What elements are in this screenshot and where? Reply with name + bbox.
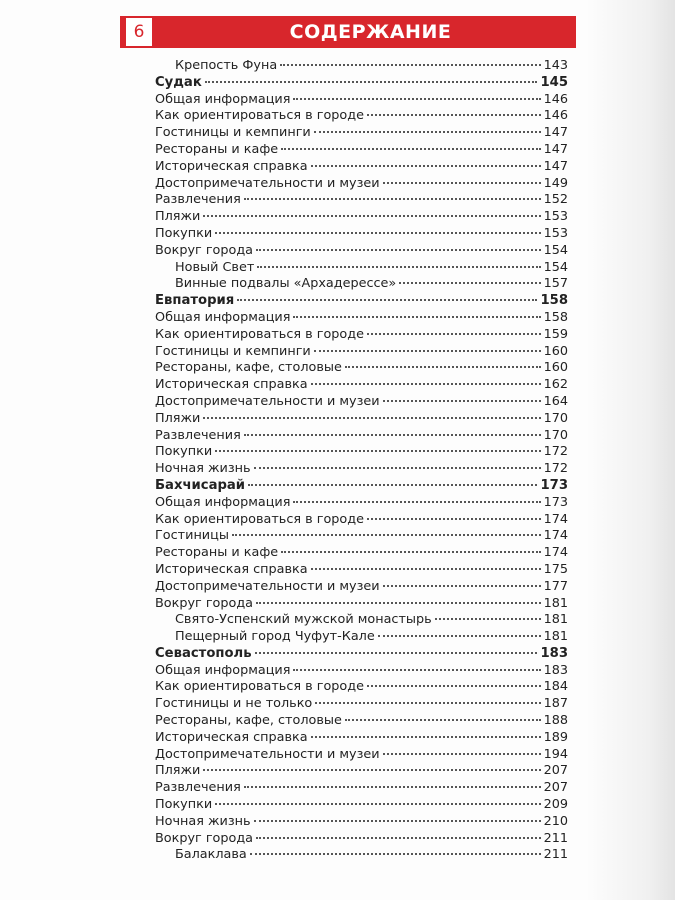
toc-page-number: 146 xyxy=(543,108,568,124)
toc-row xyxy=(155,713,568,730)
toc-row xyxy=(155,444,568,461)
toc-row xyxy=(155,209,568,226)
dot-leader xyxy=(256,837,541,839)
toc-row xyxy=(155,226,568,243)
toc-entry-title: Крепость Фуна xyxy=(175,58,278,73)
toc-row xyxy=(155,730,568,747)
dot-leader xyxy=(215,232,540,234)
toc-page-number: 173 xyxy=(540,477,568,493)
toc-page-number: 154 xyxy=(543,242,568,258)
toc-row xyxy=(155,679,568,696)
toc-page-number: 153 xyxy=(543,209,568,225)
toc-row xyxy=(155,847,568,864)
toc-entry-title: Пещерный город Чуфут-Кале xyxy=(175,629,375,645)
toc-entry-title: Как ориентироваться в городе xyxy=(155,108,364,124)
toc-row xyxy=(155,780,568,797)
dot-leader xyxy=(244,198,541,200)
toc-row xyxy=(155,192,568,209)
toc-entry-title: Общая информация xyxy=(155,662,291,678)
toc-page-number: 143 xyxy=(543,58,568,73)
toc-page-number: 184 xyxy=(543,679,568,695)
toc-entry-title: Историческая справка xyxy=(155,158,308,174)
dot-leader xyxy=(311,736,541,738)
toc-page-number: 210 xyxy=(543,813,568,829)
dot-leader xyxy=(367,685,541,687)
toc-row xyxy=(155,260,568,277)
toc-page-number: 175 xyxy=(543,561,568,577)
toc-row xyxy=(155,663,568,680)
dot-leader xyxy=(203,769,540,771)
toc-entry-title: Евпатория xyxy=(155,293,235,309)
toc-page-number: 170 xyxy=(543,427,568,443)
toc-row xyxy=(155,797,568,814)
toc-page-number: 211 xyxy=(543,830,568,846)
page-title: СОДЕРЖАНИЕ xyxy=(289,21,452,43)
dot-leader xyxy=(383,182,541,184)
dot-leader xyxy=(293,316,540,318)
toc-page-number: 147 xyxy=(543,158,568,174)
toc-page-number: 152 xyxy=(543,192,568,208)
dot-leader xyxy=(237,299,537,301)
dot-leader xyxy=(345,719,541,721)
page-number: 6 xyxy=(126,18,152,46)
toc-page-number: 172 xyxy=(543,461,568,477)
toc-entry-title: Севастополь xyxy=(155,645,252,661)
dot-leader xyxy=(281,551,540,553)
toc-page-number: 177 xyxy=(543,578,568,594)
dot-leader xyxy=(367,518,541,520)
toc-page-number: 147 xyxy=(543,141,568,157)
toc-section-row xyxy=(155,293,568,310)
toc-entry-title: Гостиницы и не только xyxy=(155,696,313,712)
toc-page-number: 183 xyxy=(540,645,568,661)
toc-page-number: 147 xyxy=(543,125,568,141)
dot-leader xyxy=(383,400,541,402)
toc-entry-title: Развлечения xyxy=(155,427,241,443)
dot-leader xyxy=(232,534,541,536)
toc-row xyxy=(155,831,568,848)
toc-page-number: 170 xyxy=(543,410,568,426)
toc-row xyxy=(155,629,568,646)
dot-leader xyxy=(254,820,541,822)
dot-leader xyxy=(383,753,541,755)
toc-row xyxy=(155,545,568,562)
toc-row xyxy=(155,125,568,142)
toc-row xyxy=(155,763,568,780)
toc-entry-title: Историческая справка xyxy=(155,729,308,745)
dot-leader xyxy=(215,803,540,805)
dot-leader xyxy=(435,618,541,620)
toc-page-number: 174 xyxy=(543,528,568,544)
toc-entry-title: Винные подвалы «Архадерессе» xyxy=(175,276,397,292)
toc-row xyxy=(155,58,568,75)
toc-entry-title: Пляжи xyxy=(155,410,201,426)
toc-row xyxy=(155,512,568,529)
toc-row xyxy=(155,411,568,428)
toc-entry-title: Как ориентироваться в городе xyxy=(155,326,364,342)
toc-row xyxy=(155,176,568,193)
toc-entry-title: Как ориентироваться в городе xyxy=(155,511,364,527)
toc-row xyxy=(155,596,568,613)
toc-entry-title: Рестораны, кафе, столовые xyxy=(155,360,342,376)
toc-entry-title: Общая информация xyxy=(155,91,291,107)
toc-page-number: 174 xyxy=(543,545,568,561)
toc-page-number: 160 xyxy=(543,343,568,359)
toc-row xyxy=(155,579,568,596)
toc-row xyxy=(155,562,568,579)
dot-leader xyxy=(383,585,541,587)
dot-leader xyxy=(215,450,540,452)
toc-row xyxy=(155,344,568,361)
toc-entry-title: Достопримечательности и музеи xyxy=(155,393,380,409)
toc-page-number: 181 xyxy=(543,595,568,611)
toc-entry-title: Как ориентироваться в городе xyxy=(155,679,364,695)
toc-section-row xyxy=(155,478,568,495)
toc-entry-title: Достопримечательности и музеи xyxy=(155,175,380,191)
toc-entry-title: Пляжи xyxy=(155,763,201,779)
toc-entry-title: Гостиницы и кемпинги xyxy=(155,125,311,141)
toc-row xyxy=(155,814,568,831)
toc-page-number: 154 xyxy=(543,259,568,275)
toc-entry-title: Судак xyxy=(155,74,202,90)
toc-row xyxy=(155,612,568,629)
toc-row xyxy=(155,528,568,545)
toc-page-number: 174 xyxy=(543,511,568,527)
dot-leader xyxy=(205,81,538,83)
toc-entry-title: Гостиницы и кемпинги xyxy=(155,343,311,359)
dot-leader xyxy=(399,282,540,284)
toc-row xyxy=(155,377,568,394)
toc-entry-title: Бахчисарай xyxy=(155,477,246,493)
dot-leader xyxy=(345,366,541,368)
toc-row xyxy=(155,142,568,159)
page-gutter-shadow xyxy=(585,0,675,900)
toc-page-number: 209 xyxy=(543,797,568,813)
toc-entry-title: Достопримечательности и музеи xyxy=(155,746,380,762)
dot-leader xyxy=(378,635,541,637)
toc-section-row xyxy=(155,75,568,92)
toc-row xyxy=(155,159,568,176)
toc-page-number: 183 xyxy=(543,662,568,678)
table-of-contents xyxy=(155,58,568,864)
dot-leader xyxy=(367,333,541,335)
toc-entry-title: Вокруг города xyxy=(155,242,254,258)
toc-page-number: 157 xyxy=(543,276,568,292)
toc-entry-title: Гостиницы xyxy=(155,528,229,544)
toc-entry-title: Рестораны, кафе, столовые xyxy=(155,713,342,729)
toc-row xyxy=(155,696,568,713)
toc-page-number: 160 xyxy=(543,360,568,376)
toc-section-row xyxy=(155,646,568,663)
toc-row xyxy=(155,428,568,445)
toc-entry-title: Историческая справка xyxy=(155,377,308,393)
dot-leader xyxy=(203,215,540,217)
toc-row xyxy=(155,360,568,377)
toc-page-number: 207 xyxy=(543,780,568,796)
toc-page-number: 158 xyxy=(540,293,568,309)
toc-page-number: 211 xyxy=(543,847,568,863)
toc-page-number: 173 xyxy=(543,494,568,510)
dot-leader xyxy=(293,669,540,671)
dot-leader xyxy=(311,383,541,385)
dot-leader xyxy=(293,501,540,503)
toc-page-number: 158 xyxy=(543,309,568,325)
toc-page-number: 207 xyxy=(543,763,568,779)
toc-page-number: 172 xyxy=(543,444,568,460)
dot-leader xyxy=(293,98,540,100)
dot-leader xyxy=(256,249,541,251)
toc-page-number: 181 xyxy=(543,629,568,645)
toc-row xyxy=(155,92,568,109)
toc-row xyxy=(155,243,568,260)
toc-entry-title: Рестораны и кафе xyxy=(155,545,279,561)
dot-leader xyxy=(248,484,537,486)
toc-page-number: 187 xyxy=(543,696,568,712)
toc-row xyxy=(155,108,568,125)
toc-page-number: 181 xyxy=(543,612,568,628)
toc-entry-title: Ночная жизнь xyxy=(155,813,251,829)
dot-leader xyxy=(244,786,541,788)
toc-page-number: 189 xyxy=(543,729,568,745)
toc-entry-title: Пляжи xyxy=(155,209,201,225)
toc-entry-title: Покупки xyxy=(155,444,213,460)
toc-entry-title: Общая информация xyxy=(155,309,291,325)
dot-leader xyxy=(314,131,541,133)
dot-leader xyxy=(311,165,541,167)
toc-row xyxy=(155,327,568,344)
dot-leader xyxy=(367,114,541,116)
toc-entry-title: Новый Свет xyxy=(175,259,255,275)
toc-page-number: 153 xyxy=(543,225,568,241)
dot-leader xyxy=(244,434,541,436)
toc-row xyxy=(155,276,568,293)
toc-entry-title: Вокруг города xyxy=(155,830,254,846)
dot-leader xyxy=(281,148,540,150)
dot-leader xyxy=(255,652,538,654)
toc-page-number: 164 xyxy=(543,393,568,409)
dot-leader xyxy=(203,417,540,419)
toc-entry-title: Общая информация xyxy=(155,494,291,510)
dot-leader xyxy=(311,568,541,570)
dot-leader xyxy=(315,702,540,704)
toc-page-number: 188 xyxy=(543,713,568,729)
toc-entry-title: Балаклава xyxy=(175,847,247,863)
toc-entry-title: Достопримечательности и музеи xyxy=(155,578,380,594)
toc-entry-title: Развлечения xyxy=(155,780,241,796)
dot-leader xyxy=(254,467,541,469)
toc-page-number: 162 xyxy=(543,377,568,393)
toc-entry-title: Покупки xyxy=(155,797,213,813)
toc-entry-title: Развлечения xyxy=(155,192,241,208)
toc-row xyxy=(155,310,568,327)
toc-page-number: 146 xyxy=(543,91,568,107)
toc-entry-title: Рестораны и кафе xyxy=(155,141,279,157)
toc-entry-title: Свято-Успенский мужской монастырь xyxy=(175,612,432,628)
toc-row xyxy=(155,461,568,478)
toc-row xyxy=(155,495,568,512)
dot-leader xyxy=(250,853,541,855)
toc-page-number: 145 xyxy=(540,74,568,90)
toc-row xyxy=(155,747,568,764)
toc-entry-title: Вокруг города xyxy=(155,595,254,611)
toc-row xyxy=(155,394,568,411)
dot-leader xyxy=(256,602,541,604)
toc-entry-title: Историческая справка xyxy=(155,561,308,577)
toc-entry-title: Ночная жизнь xyxy=(155,461,251,477)
toc-page-number: 149 xyxy=(543,175,568,191)
dot-leader xyxy=(280,64,540,66)
dot-leader xyxy=(314,350,541,352)
dot-leader xyxy=(257,266,540,268)
toc-page-number: 194 xyxy=(543,746,568,762)
toc-entry-title: Покупки xyxy=(155,225,213,241)
toc-page-number: 159 xyxy=(543,326,568,342)
